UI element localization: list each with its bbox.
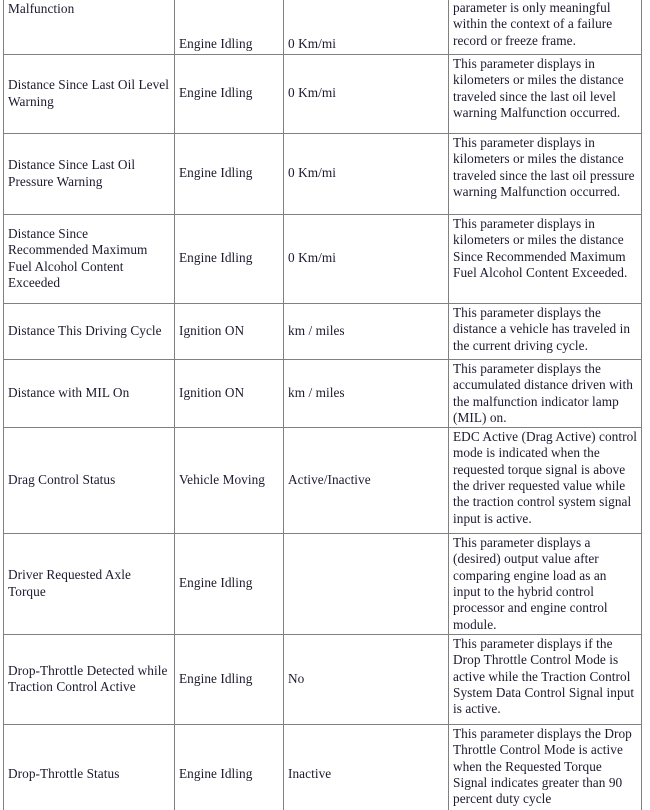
parameter-value-cell: Active/Inactive: [284, 428, 449, 534]
parameter-table-body: [4, 0, 642, 810]
parameter-condition-cell: Ignition ON: [175, 304, 284, 360]
table-row: [4, 215, 642, 304]
parameter-condition-cell: Ignition ON: [175, 360, 284, 428]
parameter-condition-cell: Vehicle Moving: [175, 428, 284, 534]
parameter-name-cell: Driver Requested Axle Torque: [4, 534, 175, 635]
table-row: [4, 534, 642, 635]
parameter-description-cell: parameter is only meaningful within the context of a failure record or freeze frame.: [449, 0, 642, 55]
parameter-name-cell: Drag Control Status: [4, 428, 175, 534]
parameter-value-cell: km / miles: [284, 360, 449, 428]
parameter-description-cell: This parameter displays in kilometers or miles the distance traveled since the last oil level warning Malfunction occurred.: [449, 55, 642, 134]
parameter-description-cell: This parameter displays a (desired) output value after comparing engine load as an input to the hybrid control processor and engine control module.: [449, 534, 642, 635]
parameter-name-cell: Distance Since Last Oil Pressure Warning: [4, 134, 175, 215]
parameter-condition-cell: Engine Idling: [175, 634, 284, 724]
parameter-condition-cell: Engine Idling: [175, 724, 284, 810]
parameter-table: [3, 0, 642, 810]
parameter-condition-cell: Engine Idling: [175, 134, 284, 215]
parameter-description-cell: This parameter displays in kilometers or miles the distance traveled since the last oil pressure warning Malfunction occurred.: [449, 134, 642, 215]
parameter-description-cell: This parameter displays the Drop Throttle Control Mode is active when the Requested Torque Signal indicates greater than 90 percent duty cycle: [449, 724, 642, 810]
parameter-value-cell: No: [284, 634, 449, 724]
table-row: [4, 360, 642, 428]
parameter-condition-cell: Engine Idling: [175, 55, 284, 134]
parameter-name-cell: Malfunction: [4, 0, 175, 55]
parameter-value-cell: 0 Km/mi: [284, 215, 449, 304]
parameter-value-cell: 0 Km/mi: [284, 134, 449, 215]
parameter-description-cell: EDC Active (Drag Active) control mode is indicated when the requested torque signal is above the driver requested value while the traction control system signal input is active.: [449, 428, 642, 534]
parameter-name-cell: Distance Since Last Oil Level Warning: [4, 55, 175, 134]
table-row: [4, 634, 642, 724]
parameter-condition-cell: Engine Idling: [175, 534, 284, 635]
parameter-name-cell: Drop-Throttle Status: [4, 724, 175, 810]
parameter-name-cell: Distance with MIL On: [4, 360, 175, 428]
parameter-value-cell: [284, 534, 449, 635]
table-row: [4, 55, 642, 134]
parameter-name-cell: Distance Since Recommended Maximum Fuel Alcohol Content Exceeded: [4, 215, 175, 304]
parameter-value-cell: Inactive: [284, 724, 449, 810]
parameter-description-cell: This parameter displays the distance a vehicle has traveled in the current driving cycle.: [449, 304, 642, 360]
parameter-name-cell: Distance This Driving Cycle: [4, 304, 175, 360]
parameter-value-cell: 0 Km/mi: [284, 55, 449, 134]
parameter-description-cell: This parameter displays if the Drop Throttle Control Mode is active while the Traction Control System Data Control Signal input is active.: [449, 634, 642, 724]
parameter-value-cell: 0 Km/mi: [284, 0, 449, 55]
parameter-name-cell: Drop-Throttle Detected while Traction Control Active: [4, 634, 175, 724]
parameter-description-cell: This parameter displays the accumulated distance driven with the malfunction indicator lamp (MIL) on.: [449, 360, 642, 428]
parameter-condition-cell: Engine Idling: [175, 215, 284, 304]
table-row: [4, 304, 642, 360]
table-row: [4, 0, 642, 55]
parameter-condition-cell: Engine Idling: [175, 0, 284, 55]
table-row: [4, 134, 642, 215]
parameter-value-cell: km / miles: [284, 304, 449, 360]
table-row: [4, 428, 642, 534]
parameter-description-cell: This parameter displays in kilometers or miles the distance Since Recommended Maximum Fuel Alcohol Content Exceeded.: [449, 215, 642, 304]
table-row: [4, 724, 642, 810]
